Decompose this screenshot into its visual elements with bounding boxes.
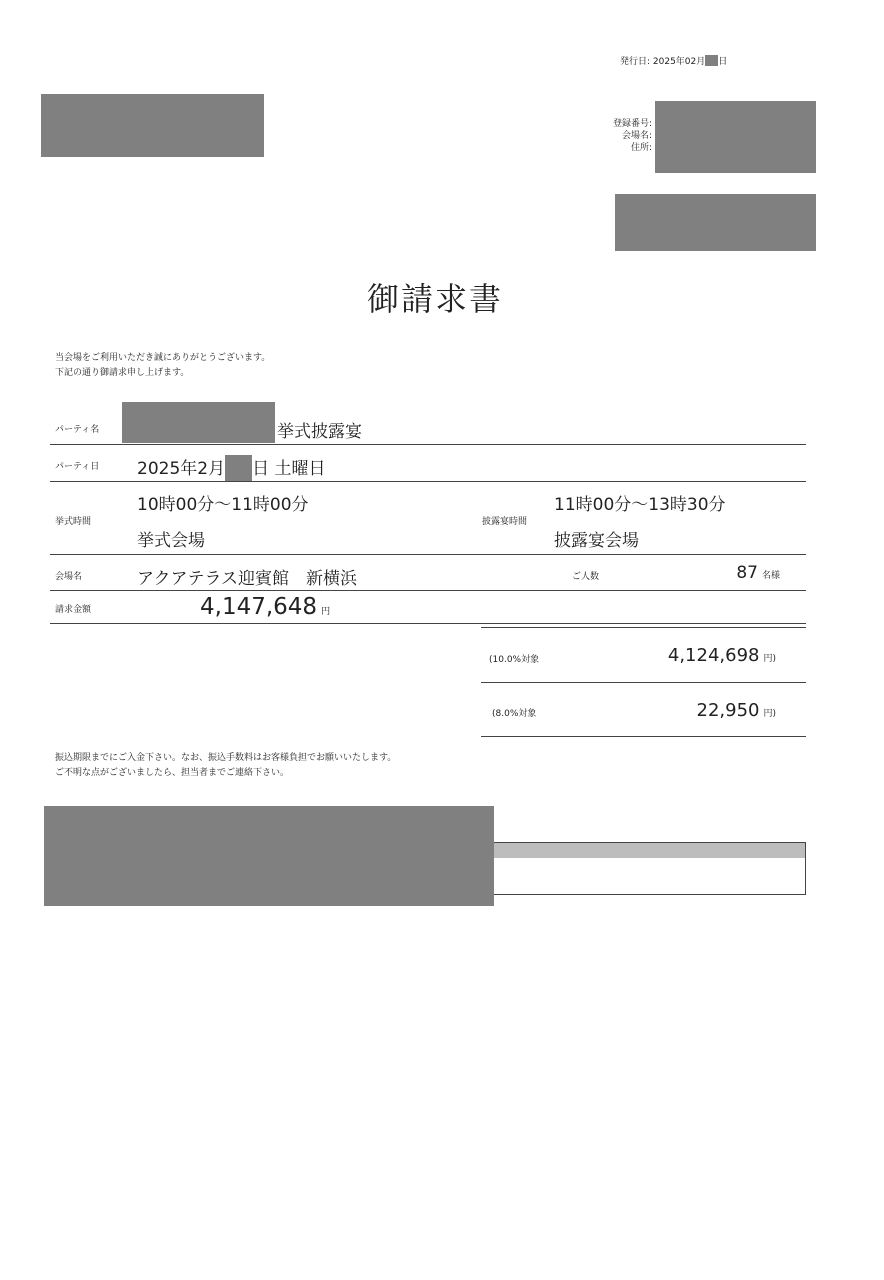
bank-info-redacted <box>44 806 494 906</box>
tax8-value: 22,950 <box>696 700 760 721</box>
guests-unit: 名様 <box>761 571 780 581</box>
issue-date-label: 発行日: 2025年02月 <box>620 57 706 67</box>
ceremony-time-label: 挙式時間 <box>55 517 92 527</box>
divider <box>50 444 806 445</box>
tax10-unit: 円) <box>763 654 776 664</box>
amount <box>200 594 330 620</box>
party-date-suffix: 日 土曜日 <box>252 459 326 479</box>
redacted-day <box>705 55 718 66</box>
box-header <box>494 842 806 859</box>
issue-date-suffix: 日 <box>718 57 728 67</box>
redacted-party-day <box>225 455 252 481</box>
divider <box>50 554 806 555</box>
reception-time: 11時00分〜13時30分 <box>554 495 726 515</box>
recipient-redacted <box>41 94 264 157</box>
party-date-prefix: 2025年2月 <box>137 459 226 479</box>
intro-text <box>55 352 270 379</box>
party-name-label: パーティ名 <box>55 425 100 435</box>
party-date <box>137 454 326 481</box>
issuer-info-redacted <box>655 101 816 173</box>
divider <box>481 736 806 737</box>
intro-line-2: 下記の通り御請求申し上げます。 <box>55 368 190 378</box>
issuer-labels <box>600 118 652 154</box>
tax8-unit: 円) <box>763 709 776 719</box>
tax-top-line <box>481 627 806 628</box>
intro-line-1: 当会場をご利用いただき誠にありがとうございます。 <box>55 353 271 363</box>
reg-number-label: 登録番号: <box>612 119 652 129</box>
tax10-label: (10.0%対象 <box>489 655 540 665</box>
box-body <box>494 858 806 895</box>
divider <box>481 682 806 683</box>
notes-line-2: ご不明な点がございましたら、担当者までご連絡下さい。 <box>55 768 290 778</box>
ceremony-venue: 挙式会場 <box>137 531 205 551</box>
page-title: 御請求書 <box>366 280 503 318</box>
tax8 <box>600 700 776 721</box>
reception-time-label: 披露宴時間 <box>482 517 528 527</box>
tax8-label: (8.0%対象 <box>492 709 537 719</box>
divider <box>50 481 806 482</box>
venue-name: アクアテラス迎賓館 新横浜 <box>137 569 357 589</box>
party-date-label: パーティ日 <box>55 462 100 472</box>
address-label: 住所: <box>630 143 652 153</box>
issue-date <box>620 54 727 67</box>
tax10 <box>600 645 776 666</box>
divider <box>50 590 806 591</box>
party-name-suffix: 挙式披露宴 <box>277 422 362 442</box>
venue-label: 会場名: <box>621 131 652 141</box>
amount-unit: 円 <box>321 607 331 617</box>
tax10-value: 4,124,698 <box>667 645 760 666</box>
ceremony-time: 10時00分〜11時00分 <box>137 495 309 515</box>
guests-count: 87 <box>736 563 758 583</box>
guests <box>700 563 780 583</box>
venue-name-label: 会場名 <box>55 572 83 582</box>
notes-line-1: 振込期限までにご入金下さい。なお、振込手数料はお客様負担でお願いいたします。 <box>55 753 397 763</box>
notes <box>55 752 396 779</box>
amount-value: 4,147,648 <box>200 594 318 620</box>
reception-venue: 披露宴会場 <box>554 531 639 551</box>
guests-label: ご人数 <box>572 572 600 582</box>
divider <box>50 623 806 624</box>
amount-label: 請求金額 <box>55 605 92 615</box>
party-name-redacted <box>122 402 275 443</box>
seal-redacted <box>615 194 816 251</box>
